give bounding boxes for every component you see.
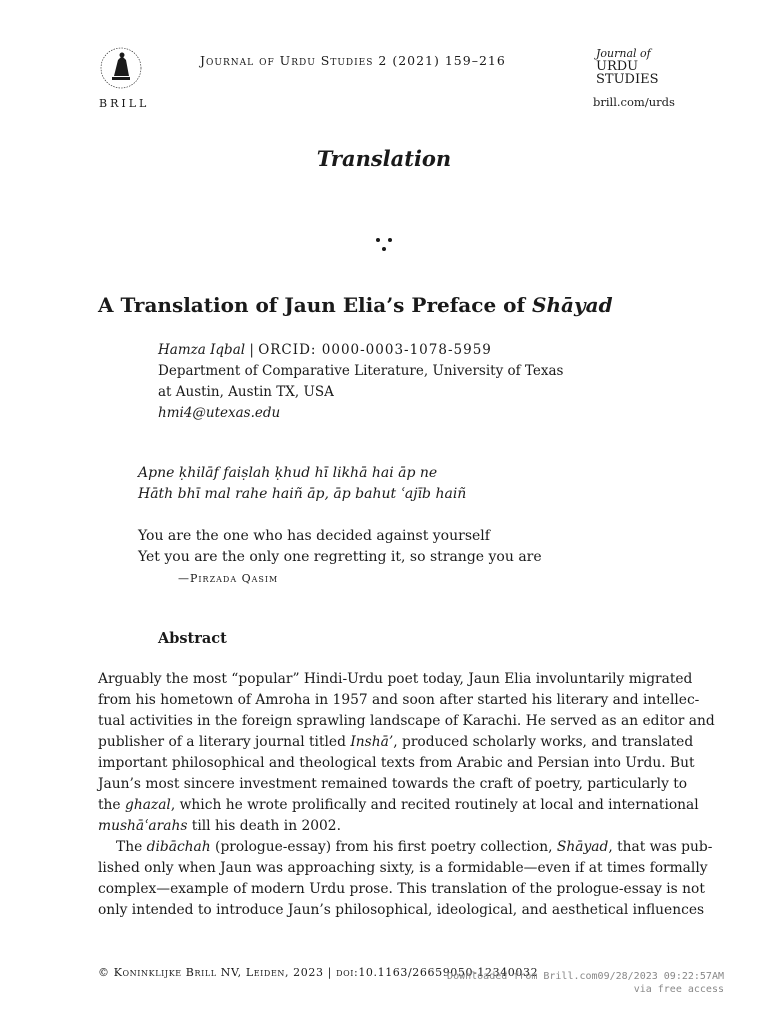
epigraph-english-line1: You are the one who has decided against yourself (138, 528, 490, 544)
abstract-line: Arguably the most “popular” Hindi-Urdu poet today, Jaun Elia involuntarily migrated (98, 671, 693, 687)
abstract-line (98, 732, 694, 753)
download-watermark-line1: Downloaded from Brill.com09/28/2023 09:22:57AM (447, 971, 724, 982)
journal-url-link[interactable]: brill.com/urds (593, 95, 675, 109)
brill-seal-logo (98, 46, 144, 90)
journal-logo (596, 47, 659, 86)
text-run: , which he wrote prolifically and recited routinely at local and international (170, 797, 699, 813)
author-affiliation-line2: at Austin, Austin TX, USA (158, 384, 334, 400)
footer-copyright-doi: © Koninklijke Brill NV, Leiden, 2023 | doi:10.1163/26659050-12340032 (98, 966, 539, 979)
author-affiliation-line1: Department of Comparative Literature, University of Texas (158, 363, 564, 379)
journal-logo-studies: STUDIES (596, 72, 659, 87)
author-block (158, 340, 563, 424)
epigraph-urdu (138, 463, 466, 505)
italic-term: Inshā’ (350, 734, 394, 750)
text-run: The (116, 839, 147, 855)
abstract-line: only intended to introduce Jaun’s philosophical, ideological, and aesthetical influences (98, 902, 705, 918)
abstract-line: from his hometown of Amroha in 1957 and soon after started his literary and intellec- (98, 692, 700, 708)
abstract-line: complex—example of modern Urdu prose. This translation of the prologue-essay is not (98, 881, 705, 897)
abstract-line: Jaun’s most sincere investment remained towards the craft of poetry, particularly to (98, 776, 688, 792)
epigraph-english (138, 526, 542, 568)
abstract-line (98, 816, 670, 837)
italic-term: dibāchah (146, 839, 211, 855)
download-watermark-line2: via free access (633, 984, 724, 995)
abstract-line: tual activities in the foreign sprawling landscape of Karachi. He served as an editor and (98, 713, 715, 729)
epigraph-attribution: —Pirzada Qasim (178, 572, 279, 585)
download-watermark (437, 970, 724, 996)
abstract-paragraph-2 (98, 837, 713, 921)
text-run: (prologue-essay) from his first poetry collection, (210, 839, 557, 855)
article-title (98, 293, 613, 317)
article-title-main: A Translation of Jaun Elia’s Preface of (98, 293, 533, 317)
author-name: Hamza Iqbal (158, 342, 246, 358)
italic-term: mushāʿarahs (98, 818, 188, 834)
publisher-wordmark: BRILL (99, 97, 150, 110)
abstract-line (98, 795, 699, 816)
author-email[interactable]: hmi4@utexas.edu (158, 405, 281, 421)
text-run: till his death in 2002. (187, 818, 341, 834)
author-line (158, 340, 563, 361)
author-orcid[interactable]: ORCID: 0000-0003-1078-5959 (258, 342, 492, 358)
italic-term: Shāyad (556, 839, 609, 855)
abstract-line: important philosophical and theological texts from Arabic and Persian into Urdu. But (98, 755, 695, 771)
journal-citation: Journal of Urdu Studies 2 (2021) 159–216 (200, 53, 506, 68)
journal-logo-of: Journal of (596, 47, 651, 60)
text-run: , that was pub- (608, 839, 713, 855)
ornament-dots-icon (374, 233, 394, 253)
text-run: , produced scholarly works, and translated (393, 734, 694, 750)
abstract-body (98, 669, 715, 921)
epigraph-english-line2: Yet you are the only one regretting it, so strange you are (138, 549, 542, 565)
abstract-paragraph-1 (98, 669, 715, 837)
epigraph-urdu-line2: Hāth bhī mal rahe haiñ āp, āp bahut ʿajīb haiñ (138, 486, 467, 502)
abstract-line: lished only when Jaun was approaching sixty, is a formidable—even if at times formally (98, 860, 708, 876)
abstract-line (98, 837, 713, 858)
journal-logo-urdu: URDU (596, 59, 639, 74)
text-run: publisher of a literary journal titled (98, 734, 351, 750)
section-heading: Translation (316, 146, 452, 171)
epigraph-urdu-line1: Apne ḳhilāf faiṣlah ḳhud hī likhā hai āp ne (138, 465, 438, 481)
text-run: the (98, 797, 125, 813)
abstract-heading: Abstract (158, 630, 227, 647)
italic-term: ghazal (124, 797, 171, 813)
article-title-italic: Shāyad (532, 293, 613, 317)
author-separator: | (245, 342, 259, 358)
